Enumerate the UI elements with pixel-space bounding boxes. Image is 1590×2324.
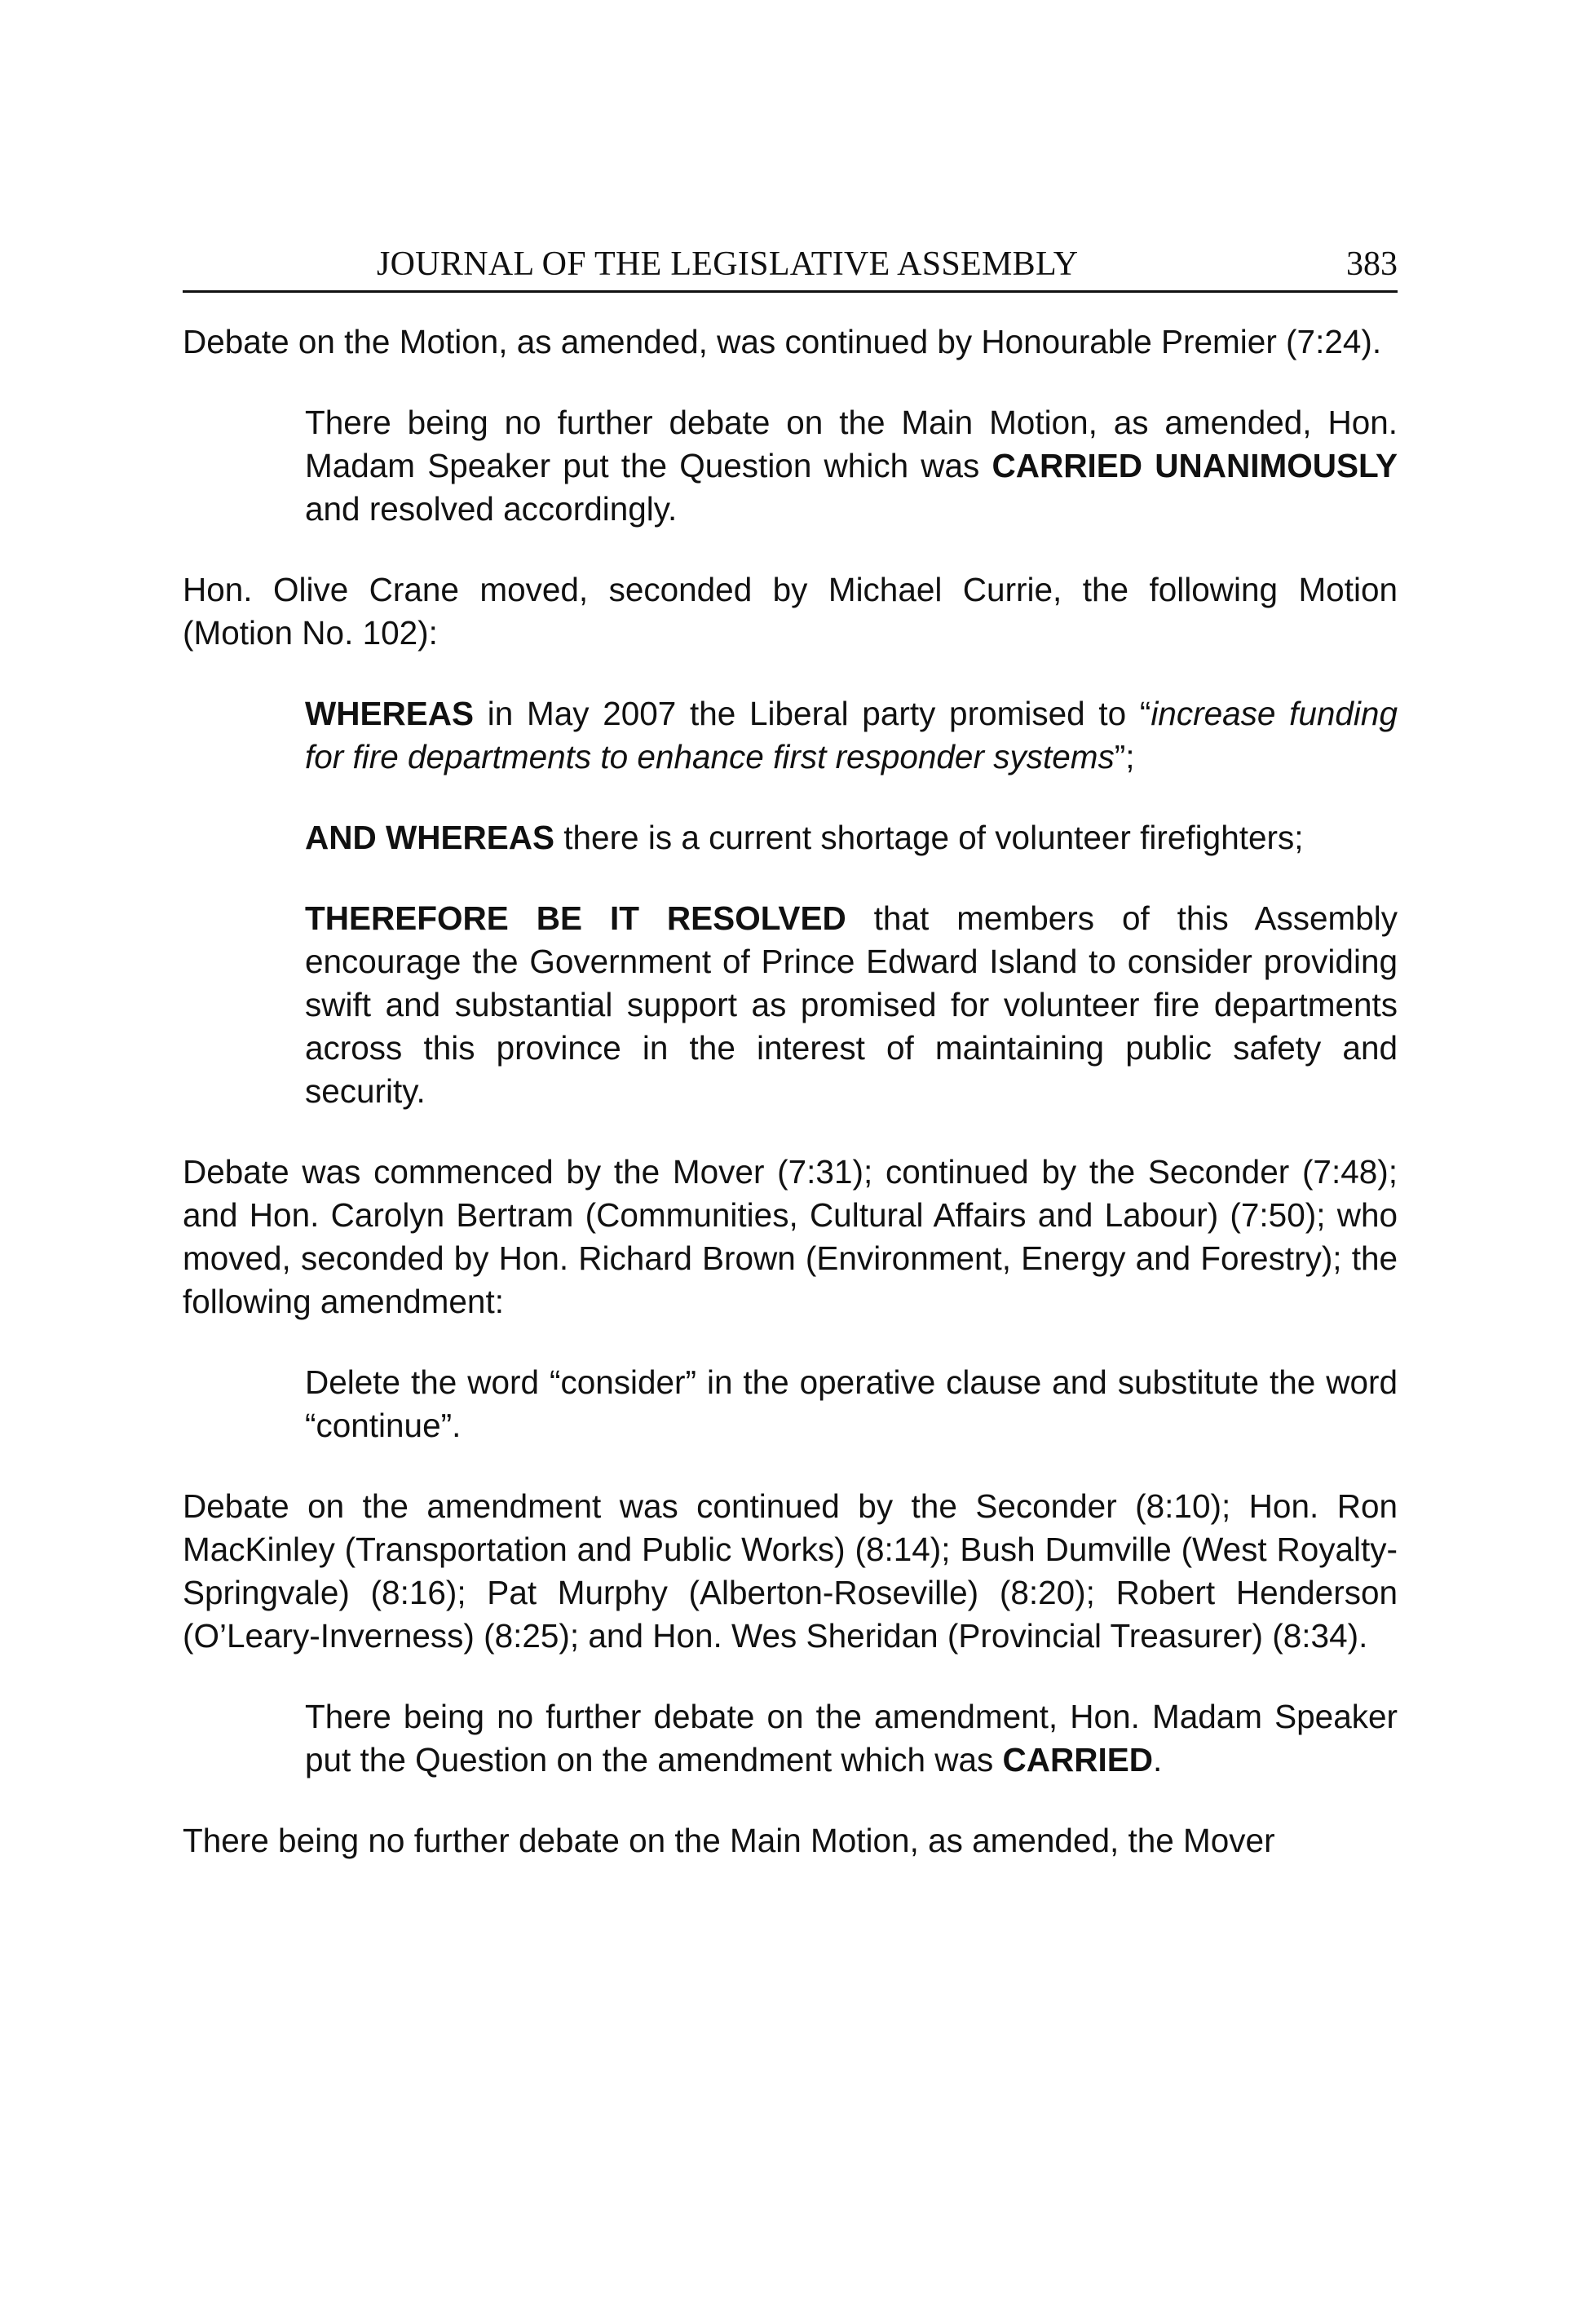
paragraph-text: there is a current shortage of volunteer firefighters;	[554, 819, 1304, 856]
journal-title: JOURNAL OF THE LEGISLATIVE ASSEMBLY	[377, 245, 1079, 283]
paragraph-motion-102	[183, 568, 1398, 655]
clause-and-whereas	[305, 816, 1398, 859]
journal-body	[183, 320, 1398, 1862]
clause-keyword-whereas: WHEREAS	[305, 695, 475, 732]
paragraph-text: Debate was commenced by the Mover (7:31); continued by the Seconder (7:48); and Hon. Carolyn Bertram (Communities, Cultural Affairs and Labour) (7:50); who moved, seconded by Hon. Richard Brown (Environment, Energy and Forestry); the following amendment:	[183, 1153, 1398, 1320]
paragraph-text: There being no further debate on the amendment, Hon. Madam Speaker put the Question on the amendment which was	[305, 1698, 1398, 1778]
paragraph-text: and resolved accordingly.	[305, 490, 678, 528]
paragraph-amendment-carried	[305, 1695, 1398, 1782]
paragraph-debate-on-amendment	[183, 1485, 1398, 1658]
paragraph-debate-commenced	[183, 1151, 1398, 1323]
paragraph-text: .	[1153, 1741, 1163, 1778]
clause-therefore-resolved	[305, 897, 1398, 1113]
paragraph-text: that members of this Assembly encourage the Government of Prince Edward Island to consider providing swift and substantial support as promised for volunteer fire departments across this province in the interest of maintaining public safety and security.	[305, 899, 1398, 1110]
paragraph-text: Hon. Olive Crane moved, seconded by Michael Currie, the following Motion (Motion No. 102):	[183, 571, 1398, 652]
journal-page	[183, 236, 1398, 1862]
paragraph-text: There being no further debate on the Main Motion, as amended, the Mover	[183, 1822, 1275, 1859]
paragraph-text: ”;	[1114, 738, 1135, 775]
page-number: 383	[1346, 245, 1398, 283]
quoted-promise: increase funding for fire departments to enhance first responder systems	[305, 695, 1398, 775]
clause-keyword-therefore-resolved: THEREFORE BE IT RESOLVED	[305, 899, 846, 937]
paragraph-question-carried-unanimously	[305, 401, 1398, 531]
paragraph-amendment-text	[305, 1361, 1398, 1447]
paragraph-debate-continued	[183, 320, 1398, 364]
paragraph-main-motion-continued	[183, 1819, 1398, 1862]
paragraph-text: Debate on the Motion, as amended, was continued by Honourable Premier (7:24).	[183, 323, 1382, 360]
result-carried-unanimously: CARRIED UNANIMOUSLY	[992, 447, 1398, 484]
paragraph-text: Delete the word “consider” in the operative clause and substitute the word “continue”.	[305, 1363, 1398, 1444]
paragraph-text: in May 2007 the Liberal party promised to “	[474, 695, 1151, 732]
paragraph-text: Debate on the amendment was continued by the Seconder (8:10); Hon. Ron MacKinley (Transportation and Public Works) (8:14); Bush Dumville (West Royalty-Springvale) (8:16); Pat Murphy (Alberton-Roseville) (8:20); Robert Henderson (O’Leary-Inverness) (8:25); and Hon. Wes Sheridan (Provincial Treasurer) (8:34).	[183, 1487, 1398, 1655]
paragraph-text: There being no further debate on the Main Motion, as amended, Hon. Madam Speaker put the Question which was	[305, 404, 1398, 484]
result-carried: CARRIED	[1002, 1741, 1154, 1778]
clause-whereas	[305, 692, 1398, 779]
running-header	[183, 236, 1398, 293]
clause-keyword-and-whereas: AND WHEREAS	[305, 819, 555, 856]
